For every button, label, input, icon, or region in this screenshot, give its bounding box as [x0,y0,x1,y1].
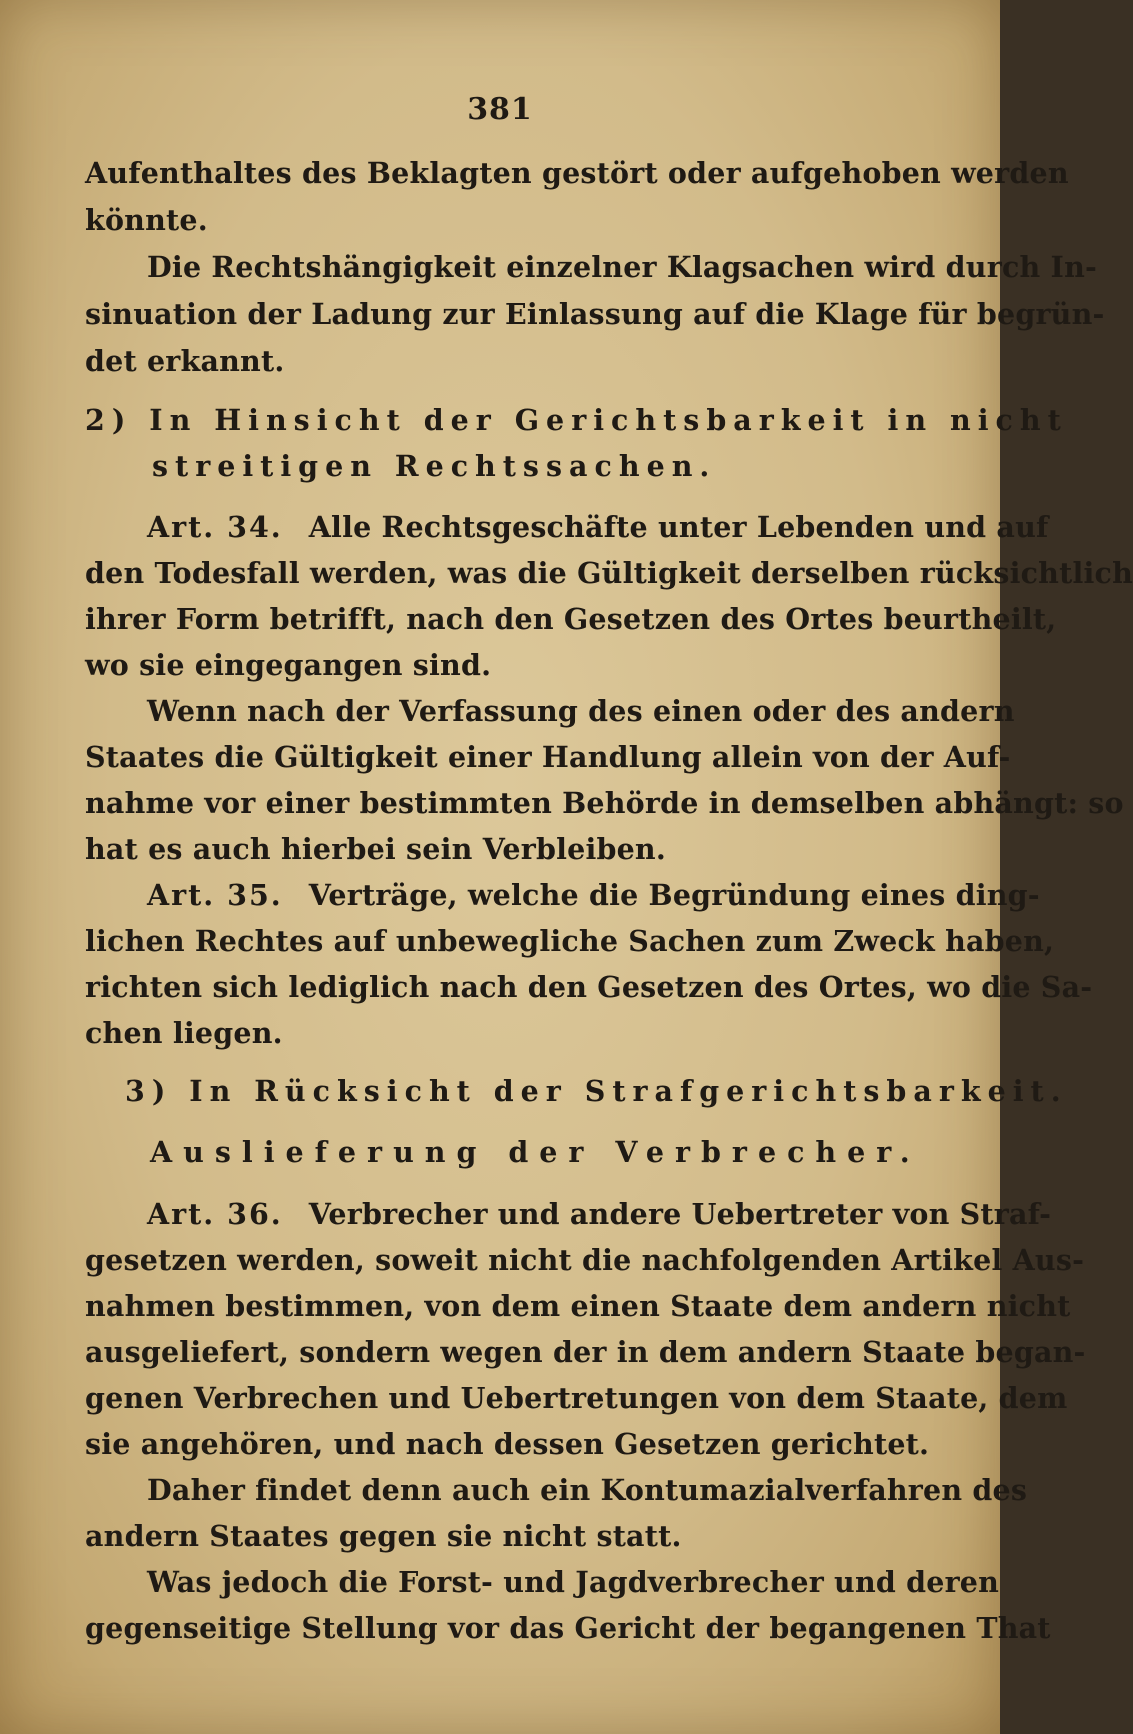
section-subheading: Auslieferung der Verbrecher. [150,1135,921,1169]
text-line: det erkannt. [85,344,285,378]
text-line: Was jedoch die Forst- und Jagdverbrecher und deren [147,1565,1000,1599]
text-line: Verträge, welche die Begründung eines ding- [308,878,1040,912]
article-label: Art. 35. [147,878,283,912]
article-35-first-line [85,875,1040,915]
text-line: Verbrecher und andere Uebertreter von Straf- [308,1197,1052,1231]
text-line: gesetzen werden, soweit nicht die nachfolgenden Artikel Aus- [85,1243,1085,1277]
text-line: lichen Rechtes auf unbewegliche Sachen zum Zweck haben, [85,924,1055,958]
text-line: chen liegen. [85,1016,283,1050]
text-line: Daher findet denn auch ein Kontumazialverfahren des [147,1473,1028,1507]
text-line: hat es auch hierbei sein Verbleiben. [85,832,666,866]
section-heading-continued: streitigen Rechtssachen. [152,449,717,483]
text-line: wo sie eingegangen sind. [85,648,492,682]
text-line: ausgeliefert, sondern wegen der in dem andern Staate began- [85,1335,1086,1369]
text-line: Staates die Gültigkeit einer Handlung allein von der Auf- [85,740,1011,774]
article-label: Art. 34. [147,510,283,544]
text-line: andern Staates gegen sie nicht statt. [85,1519,682,1553]
text-line: nahmen bestimmen, von dem einen Staate dem andern nicht [85,1289,1071,1323]
text-line: Die Rechtshängigkeit einzelner Klagsachen wird durch In- [147,250,1098,284]
article-36-first-line [85,1194,1052,1234]
section-heading: 2) In Hinsicht der Gerichtsbarkeit in nicht [85,403,1068,437]
article-34-first-line [85,507,1049,547]
text-line: gegenseitige Stellung vor das Gericht der begangenen That [85,1611,1051,1645]
page-number: 381 [467,92,533,127]
text-line: genen Verbrechen und Uebertretungen von dem Staate, dem [85,1381,1068,1415]
text-line: Wenn nach der Verfassung des einen oder des andern [147,694,1015,728]
text-line: sie angehören, und nach dessen Gesetzen gerichtet. [85,1427,930,1461]
text-line: richten sich lediglich nach den Gesetzen des Ortes, wo die Sa- [85,970,1093,1004]
text-line: nahme vor einer bestimmten Behörde in demselben abhängt: so [85,786,1124,820]
text-line: sinuation der Ladung zur Einlassung auf die Klage für begrün- [85,297,1105,331]
text-line: Aufenthaltes des Beklagten gestört oder aufgehoben werden [85,156,1069,190]
section-heading: 3) In Rücksicht der Strafgerichtsbarkeit. [125,1074,1068,1108]
article-label: Art. 36. [147,1197,283,1231]
text-line: ihrer Form betrifft, nach den Gesetzen des Ortes beurtheilt, [85,602,1057,636]
text-line: den Todesfall werden, was die Gültigkeit derselben rücksichtlich [85,556,1133,590]
text-line: könnte. [85,203,208,237]
text-line: Alle Rechtsgeschäfte unter Lebenden und auf [308,510,1049,544]
